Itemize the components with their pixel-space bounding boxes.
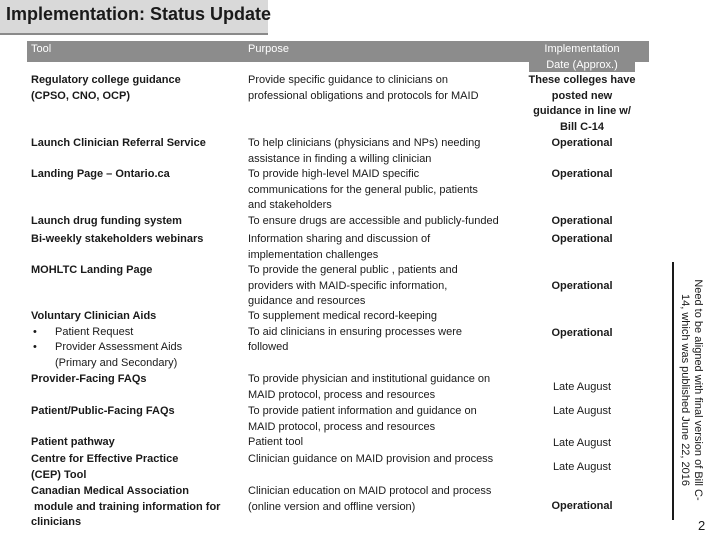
bracket-line <box>660 262 674 520</box>
page-title: Implementation: Status Update <box>6 4 272 24</box>
purpose-cell: Clinician guidance on MAID provision and process <box>248 453 494 465</box>
status-cell: Operational <box>551 327 613 339</box>
purpose-line: guidance and resources <box>248 295 366 308</box>
status-line: posted new <box>551 89 613 102</box>
tool-cell: Bi-weekly stakeholders webinars <box>31 233 204 245</box>
purpose-cell <box>248 263 458 310</box>
title-bar <box>0 0 272 35</box>
status-cell: Late August <box>552 381 612 393</box>
purpose-line: To aid clinicians in ensuring processes were <box>248 325 462 338</box>
header-tool: Tool <box>31 43 52 55</box>
tool-line: module and training information for <box>31 500 221 513</box>
purpose-line: MAID protocol, process and resources <box>248 420 436 433</box>
bullet-icon: • <box>33 325 37 338</box>
tool-cell <box>31 309 182 371</box>
bullet-item <box>31 340 182 356</box>
tool-cell: Patient/Public-Facing FAQs <box>31 405 175 417</box>
purpose-cell <box>248 404 477 435</box>
purpose-line: providers with MAID-specific information, <box>248 279 448 292</box>
purpose-line: To help clinicians (physicians and NPs) needing <box>248 137 481 149</box>
status-line: These colleges have <box>528 74 636 86</box>
side-note-text: Need to be aligned with final version of Bill C-14, which was published June 22, 2016 <box>679 279 704 501</box>
tool-cell: Landing Page – Ontario.ca <box>31 168 170 180</box>
purpose-line: and stakeholders <box>248 199 332 212</box>
page-number: 2 <box>698 518 706 533</box>
tool-cell <box>31 73 181 104</box>
status-table <box>27 41 649 531</box>
status-cell: Operational <box>551 137 613 149</box>
tool-line: Canadian Medical Association <box>31 485 189 497</box>
purpose-line: followed <box>248 341 289 354</box>
purpose-cell <box>248 167 478 214</box>
status-cell: Operational <box>551 168 613 180</box>
purpose-cell <box>248 136 480 167</box>
status-cell: Operational <box>551 215 613 227</box>
purpose-cell <box>248 372 490 403</box>
tool-cell: Patient pathway <box>31 436 115 448</box>
purpose-cell: To ensure drugs are accessible and publicly-funded <box>248 215 499 227</box>
status-cell <box>512 73 652 135</box>
status-line: Bill C-14 <box>559 120 604 133</box>
status-cell: Operational <box>551 500 613 512</box>
tool-cell: Launch drug funding system <box>31 215 182 227</box>
status-line: guidance in line w/ <box>533 105 631 118</box>
tool-cell <box>31 452 178 483</box>
bullet-text: Patient Request <box>55 325 134 338</box>
purpose-cell <box>248 232 430 263</box>
header-status-line1: Implementation <box>544 43 620 55</box>
tool-cell <box>31 484 220 531</box>
purpose-line: (online version and offline version) <box>248 500 416 513</box>
purpose-line: To supplement medical record-keeping <box>248 310 437 322</box>
purpose-line: MAID protocol, process and resources <box>248 388 436 401</box>
header-purpose: Purpose <box>248 43 289 55</box>
bullet-text: Provider Assessment Aids <box>55 341 183 354</box>
status-cell: Late August <box>552 437 612 449</box>
purpose-line: professional obligations and protocols for MAID <box>248 89 479 102</box>
tool-cell: Provider-Facing FAQs <box>31 373 147 385</box>
tool-line: (CPSO, CNO, OCP) <box>31 89 131 102</box>
status-cell: Operational <box>551 233 613 245</box>
bullet-icon: • <box>33 341 37 354</box>
purpose-cell <box>248 484 491 515</box>
header-status-line2: Date (Approx.) <box>529 58 635 72</box>
tool-line: Voluntary Clinician Aids <box>31 310 157 322</box>
status-cell: Late August <box>552 405 612 417</box>
purpose-cell <box>248 73 479 104</box>
purpose-line: To provide physician and institutional guidance on <box>248 373 491 385</box>
purpose-line: Information sharing and discussion of <box>248 233 431 245</box>
purpose-line: Provide specific guidance to clinicians on <box>248 74 448 86</box>
purpose-line: implementation challenges <box>248 248 379 261</box>
purpose-line: To provide patient information and guidance on <box>248 405 477 417</box>
tool-line: Centre for Effective Practice <box>31 453 179 465</box>
purpose-line: assistance in finding a willing clinician <box>248 152 432 165</box>
tool-line: Regulatory college guidance <box>31 74 181 86</box>
tool-cell: Launch Clinician Referral Service <box>31 137 206 149</box>
purpose-line: To provide high-level MAID specific <box>248 168 420 180</box>
tool-line: (CEP) Tool <box>31 468 87 481</box>
purpose-line: To provide the general public , patients and <box>248 264 458 276</box>
purpose-cell <box>248 309 462 356</box>
purpose-line: communications for the general public, patients <box>248 183 478 196</box>
purpose-line: Clinician education on MAID protocol and process <box>248 485 492 497</box>
status-cell: Operational <box>551 280 613 292</box>
side-note <box>679 275 718 505</box>
tool-line: clinicians <box>31 516 82 529</box>
purpose-cell: Patient tool <box>248 436 304 448</box>
tool-cell: MOHLTC Landing Page <box>31 264 153 276</box>
bullet-item <box>31 325 182 341</box>
status-cell: Late August <box>552 461 612 473</box>
tool-line: (Primary and Secondary) <box>55 356 178 369</box>
